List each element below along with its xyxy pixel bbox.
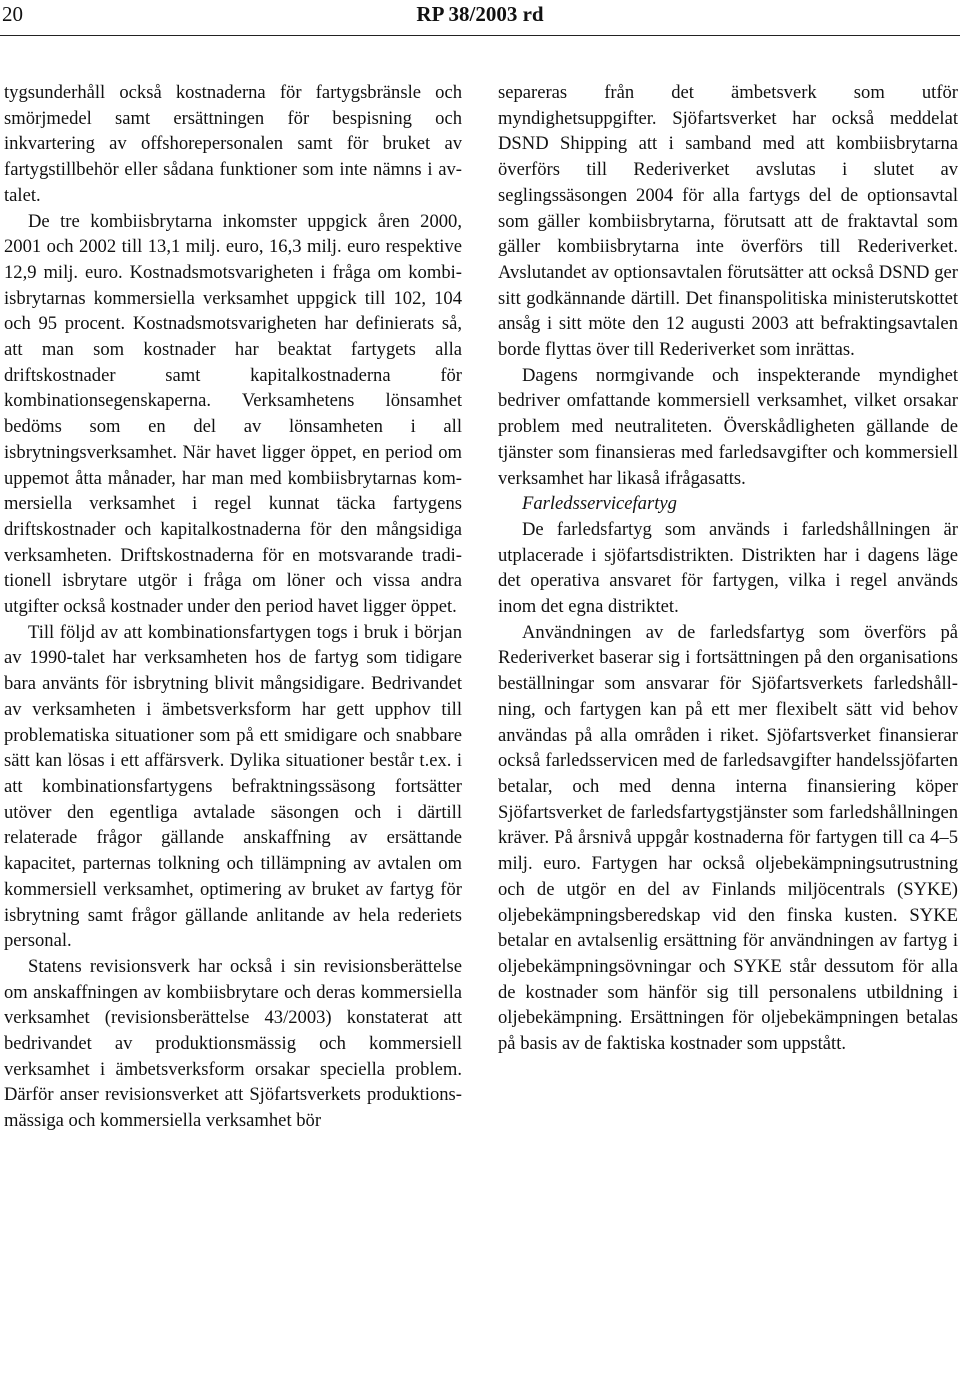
paragraph: Till följd av att kombinationsfartygen togs i bruk i början av 1990-talet har verksamheten hos de fartyg som tidigare bara använts för isbrytning blivit mångsidigare. Bedrivandet av verksamheten i ämbetsverksform har gett upphov till problematiska situationer som på ett smidigare och snabbare sätt kan lösas i ett affärsverk. Dylika situationer består t.ex. i att kombinationsfartygens befraktningssäsong fortsätter utöver den egentliga avtalade säsongen och i därtill relaterade frågor gällande anskaffning av ersättande kapacitet, parternas tolkning och tillämpning av avtalen om kommersiell verksamhet, optimering av bruket av fartyg för isbrytning samt frågor gällande anlitande av hela rederiets personal. [4, 621, 462, 952]
right-column [498, 80, 958, 1057]
header-rule [0, 35, 960, 36]
paragraph: separeras från det ämbetsverk som utför myndighetsuppgifter. Sjöfartsverket har också meddelat DSND Shipping att i samband med att kombiisbrytarna överförs till Rederiverket avslutas i slutet av seglingssäsongen 2004 för alla fartygs del de optionsavtal som gäller kombiisbrytarna, förutsatt att de fraktavtal som gäller kombiisbrytarna inte överförs till Rederiverket. Avslutandet av optionsavtalen förutsätter att också DSND ger sitt godkännande därtill. Det finanspolitiska ministerutskottet ansåg i sitt möte den 12 augusti 2003 att befraktingsavtalen borde flyttas över till Rederiverket som inrättas. [498, 82, 958, 361]
page-header [0, 0, 960, 34]
paragraph: De tre kombiisbrytarna inkomster uppgick åren 2000, 2001 och 2002 till 13,1 milj. euro, 16,3 milj. euro respektive 12,9 milj. euro. Kostnadsmotsvarigheten i fråga om kombiisbrytarnas kommersiella verksamhet uppgick till 102, 104 och 95 procent. Kostnadsmotsvarigheten har definierats så, att man som kostnader har beaktat fartygets alla driftskostnader samt kapitalkostnaderna för kombinationsegenskaperna. Verksamhetens lönsamhet bedöms som en del av lönsamheten i all isbrytningsverksamhet. När havet ligger öppet, en period om uppemot åtta månader, har man med kombiisbrytarnas kommersiella verksamhet i regel kunnat täcka fartygens driftskostnader och kapitalkostnaderna för den mångsidiga verksamheten. Driftskostnaderna för en motsvarande traditionell isbrytare utgör i fråga om löner och vissa andra utgifter också kostnader under den period havet ligger öppet. [4, 210, 462, 618]
paragraph: Användningen av de farledsfartyg som överförs på Rederiverket baserar sig i fortsättningen på den organisations beställningar som ansvarar för Sjöfartsverkets farledshållning, och fartygen kan på ett mer flexibelt sätt vid behov användas på alla områden i riket. Sjöfartsverket finansierar också farledsservicen med de farledsavgifter handelssjöfarten betalar, och med denna interna finansiering köper Sjöfartsverket de farledsfartygstjänster som farledshållningen kräver. På årsnivå uppgår kostnaderna för fartygen till ca 4–5 milj. euro. Fartygen har också oljebekämpningsutrustning och de utgör en del av Finlands miljöcentrals (SYKE) oljebekämpningsberedskap vid den finska kusten. SYKE betalar en avtalsenlig ersättning för användningen av fartyg i oljebekämpningsövningar och SYKE står dessutom för alla de kostnader som hänför sig till personalens utbildning i oljebekämpning. Ersättningen för oljebekämpningen betalas på basis av de faktiska kostnader som uppstått. [498, 621, 958, 1055]
document-reference: RP 38/2003 rd [416, 2, 544, 26]
paragraph: tygsunderhåll också kostnaderna för fartygsbränsle och smörjmedel samt ersättningen för bespisning och inkvartering av offshorepersonalen samt för bruket av fartygstillbehör eller sådana funktioner som inte nämns i avtalet. [4, 82, 462, 206]
paragraph: Statens revisionsverk har också i sin revisionsberättelse om anskaffningen av kombiisbrytare och deras kommersiella verksamhet (revisionsberättelse 43/2003) konstaterat att bedrivandet av produktionsmässig och kommersiell verksamhet i ämbetsverksform orsakar speciella problem. Därför anser revisionsverket att Sjöfartsverkets produktionsmässiga och kommersiella verksamhet bör [4, 955, 462, 1132]
left-column [4, 80, 462, 1134]
section-heading: Farledsservicefartyg [522, 493, 677, 515]
paragraph: Dagens normgivande och inspekterande myndighet bedriver omfattande kommersiell verksamhet, vilket orsakar problem med neutraliteten. Överskådligheten gällande de tjänster som finansieras med farledsavgifter och kommersiell verksamhet har likaså ifrågasatts. [498, 364, 958, 489]
paragraph: De farledsfartyg som används i farledshållningen är utplacerade i sjöfartsdistrikten. Distrikten har i dagens läge det operativa ansvaret för fartygen, vilka i regel används inom det egna distriktet. [498, 518, 958, 618]
page-number: 20 [2, 2, 23, 26]
